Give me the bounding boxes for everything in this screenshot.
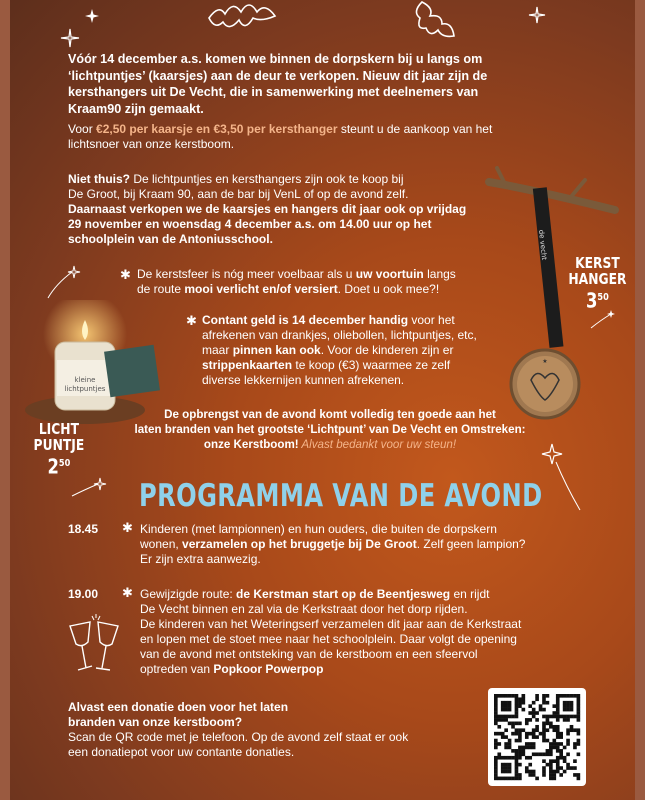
shooting-star-icon xyxy=(540,440,590,518)
program-item xyxy=(140,522,580,567)
program-line: De Vecht binnen en zal via de Kerkstraat door het dorp rijden. xyxy=(140,602,468,616)
star-icon xyxy=(60,28,80,48)
star-icon: ✱ xyxy=(186,313,197,328)
program-heading: PROGRAMMA VAN DE AVOND xyxy=(139,478,543,514)
holly-leaf-icon xyxy=(412,0,462,42)
program-line: Er zijn extra aanwezig. xyxy=(140,552,261,566)
svg-text:de vecht: de vecht xyxy=(537,229,549,261)
svg-text:kleine: kleine xyxy=(74,376,96,384)
program-line: en lopen met de stoet mee naar het schoolplein. Daar volgt de opening xyxy=(140,632,517,646)
voortuin-text: De kerstsfeer is nóg meer voelbaar als u uw voortuin langs de route mooi verlicht en/of versiert. Doet u ook mee?! xyxy=(137,267,456,296)
star-icon: ✱ xyxy=(122,585,133,600)
holly-leaf-icon xyxy=(205,0,280,36)
star-icon xyxy=(84,8,100,24)
donatie-text: Alvast een donatie doen voor het laten branden van onze kerstboom? Scan de QR code met je telefoon. Op de avond zelf staat er ook een donatiepot voor uw contante donaties. xyxy=(68,700,409,759)
star-icon xyxy=(528,6,546,24)
star-icon: ✱ xyxy=(120,267,131,282)
lichtpuntje-label: LICHT PUNTJE $2^{50}$ xyxy=(33,420,85,479)
price-text: Voor €2,50 per kaarsje en €3,50 per kersthanger steunt u de aankoop van het lichtsnoer van onze kerstboom. xyxy=(68,122,493,151)
qr-code-icon[interactable] xyxy=(488,688,586,786)
program-line: van de avond met ontsteking van de kerstboom en een sfeervol xyxy=(140,647,478,661)
champagne-glasses-icon xyxy=(60,612,130,682)
opbrengst-text: De opbrengst van de avond komt volledig ten goede aan het laten branden van het grootste ‘Lichtpunt’ van De Vecht en Omstreken: onze Kerstboom! Alvast bedankt voor uw steun! xyxy=(134,408,526,451)
shooting-star-icon xyxy=(44,262,84,302)
program-line: De kinderen van het Weteringserf verzamelen dit jaar aan de Kerkstraat xyxy=(140,617,522,631)
intro-text: Vóór 14 december a.s. komen we binnen de dorpskern bij u langs om ‘lichtpuntjes’ (kaarsjes) aan de deur te verkopen. Nieuw dit jaar zijn de kersthangers uit De Vecht, die in samenwerking met deelnemers van Kraam90 zijn gemaakt. xyxy=(68,52,488,116)
program-item xyxy=(140,587,590,677)
program-line: Kinderen (met lampionnen) en hun ouders, die buiten de dorpskern xyxy=(140,522,497,536)
svg-text:★: ★ xyxy=(542,358,548,365)
program-line: wonen, verzamelen op het bruggetje bij De Groot. Zelf geen lampion? xyxy=(140,537,526,551)
program-time: 18.45 xyxy=(68,522,99,536)
svg-text:lichtpuntjes: lichtpuntjes xyxy=(64,385,106,393)
program-line: optreden van Popkoor Powerpop xyxy=(140,662,324,676)
star-icon: ✱ xyxy=(122,520,133,535)
program-time: 19.00 xyxy=(68,587,99,601)
kersthanger-label: KERST HANGER $3^{50}$ xyxy=(568,254,627,313)
niet-thuis-text: Niet thuis? De lichtpuntjes en kersthangers zijn ook te koop bij De Groot, bij Kraam 90, aan de bar bij VenL of op de avond zelf. Daarnaast verkopen we de kaarsjes en hangers dit jaar ook op vrijdag 29 november en woensdag 4 december a.s. om 14.00 uur op het schoolplein van de Antoniusschool. xyxy=(68,172,467,246)
program-line: Gewijzigde route: de Kerstman start op de Beentjesweg en rijdt xyxy=(140,587,490,601)
shooting-star-icon xyxy=(68,474,110,500)
qr-code xyxy=(488,688,586,786)
contant-text: Contant geld is 14 december handig voor het afrekenen van drankjes, oliebollen, lichtpuntjes, etc, maar pinnen kan ook. Voor de kinderen zijn er strippenkaarten te koop (€3) waarmee ze zelf diverse lekkernijen kunnen afrekenen. xyxy=(202,313,477,387)
shooting-star-icon xyxy=(587,308,617,332)
